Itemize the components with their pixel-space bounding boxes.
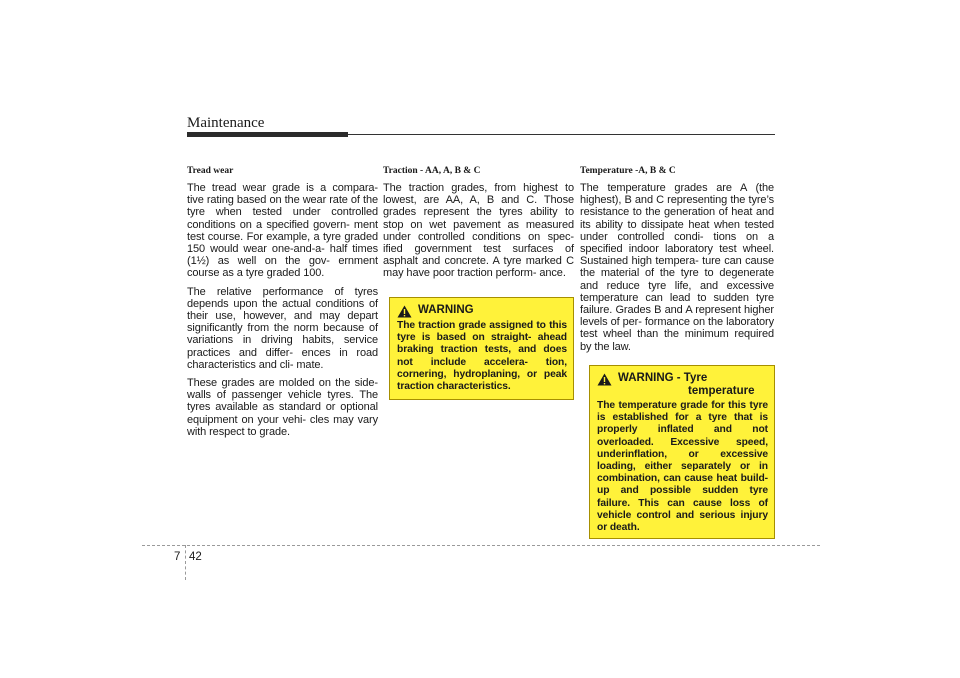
traction-warning-title: WARNING [418, 304, 474, 316]
traction-paragraph: The traction grades, from highest to lowest, are AA, A, B and C. Those grades represent the tyres ability to stop on wet pavement as measured under controlled conditions on spec- ified government test surfaces of asphalt and concrete. A tyre marked C may have poor traction perform- ance. [383, 182, 574, 280]
warning-triangle-icon [397, 305, 412, 318]
traction-warning-box [389, 297, 574, 400]
traction-heading: Traction - AA, A, B & C [383, 166, 481, 176]
footer-rule [142, 545, 820, 546]
warning-triangle-icon [597, 373, 612, 386]
chapter-number: 7 [174, 551, 181, 563]
tread-wear-heading: Tread wear [187, 166, 234, 176]
traction-section [383, 166, 574, 286]
header-rule-thick [187, 132, 348, 137]
temperature-warning-box [589, 365, 775, 539]
tread-wear-section [187, 166, 378, 444]
page-number: 42 [189, 551, 202, 563]
page-header-title: Maintenance [187, 115, 265, 131]
tread-wear-paragraph: The tread wear grade is a compara- tive rating based on the wear rate of the tyre when tested under controlled conditions on a specified govern- ment test course. For example, a tyre graded 150 would wear one-and-a- half times (1½) as well on the gov- ernment course as a tyre graded 100. [187, 182, 378, 280]
temperature-warning-body: The temperature grade for this tyre is established for a tyre that is properly inflated and not overloaded. Excessive speed, underinflation, or excessive loading, either separately or in combination, can cause heat build-up and possible sudden tyre failure. This can cause loss of vehicle control and serious injury or death. [597, 400, 768, 534]
temperature-warning-title-line2: temperature [688, 385, 755, 397]
tread-wear-paragraph: These grades are molded on the side-walls of passenger vehicle tyres. The tyres available as standard or optional equipment on your vehi- cles may vary with respect to grade. [187, 377, 378, 438]
temperature-paragraph: The temperature grades are A (the highest), B and C representing the tyre’s resistance to the generation of heat and its ability to dissipate heat when tested under controlled condi- tions on a specified indoor laboratory test wheel. Sustained high tempera- ture can cause the material of the tyre to degenerate and reduce tyre life, and excessive temperature can lead to sudden tyre failure. Grades B and A represent higher levels of per- formance on the laboratory test wheel than the minimum required by the law. [580, 182, 774, 353]
tread-wear-paragraph: The relative performance of tyres depends upon the actual conditions of their use, however, and may depart significantly from the norm because of variations in driving habits, service practices and differ- ences in road characteristics and cli- mate. [187, 285, 378, 371]
traction-warning-body: The traction grade assigned to this tyre is based on straight- ahead braking traction tests, and does not include accelera- tion, cornering, hydroplaning, or peak traction characteristics. [397, 320, 567, 393]
temperature-warning-title-line1: WARNING - Tyre [618, 372, 708, 384]
temperature-heading: Temperature -A, B & C [580, 166, 676, 176]
footer-divider [185, 545, 186, 580]
temperature-section [580, 166, 774, 359]
header-rule-thin [348, 134, 775, 135]
